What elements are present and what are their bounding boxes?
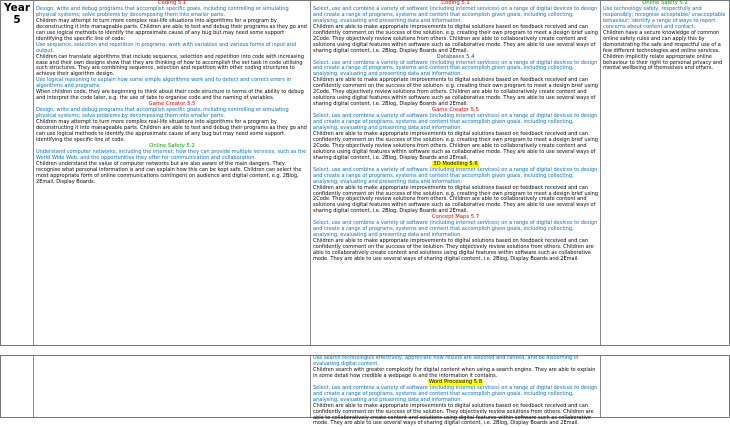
unit-heading-text: Online Safety 5.2 [642, 0, 688, 6]
column-online-safety [601, 1, 729, 345]
unit-heading-text: Game Creator 5.5 [148, 101, 196, 108]
objective-text: Design, write and debug programs that accomplish specific goals, including controlling or simulating physical systems; solve problems by decomposing them into smaller parts. [36, 107, 289, 120]
objective-text: Select, use and combine a variety of software (including internet services) on a range of digital devices to design and create a range of programs, systems and content that accomplish given goals, including collecting, analysing, evaluating and presenting data and information. [313, 220, 598, 239]
attainment-text: Children are able to make appropriate improvements to digital solutions based on feedback received and can confidently comment on the success of the solution. They objectively review solutions from others. Children are able to collaboratively create content and solutions using digital features within software such as collaborative mode. They are able to use several ways of sharing digital content, i.e. 2Blog, Display Boards and 2Email. [313, 402, 594, 427]
attainment-text: Children are able to make appropriate improvements to digital solutions based on feedback received and can confidently comment on the success of the solution. e.g. creating their own program to meet a design brief using 2Code. They objectively review solutions from others. Children are able to collaboratively create content and solutions using digital features within software such as collaborative mode. They are able to use several ways of sharing digital content, i.e. 2Blog, Display Boards and 2Email. [313, 23, 598, 54]
attainment-text: Children are able to make appropriate improvements to digital solutions based on feedback received and can confidently comment on the success of the solution. e.g. creating their own program to meet a design brief using 2Code. They objectively review solutions from others. Children are able to collaboratively create content and solutions using digital features within software such as collaborative mode. They are able to use several ways of sharing digital content, i.e. 2Blog, Display Boards and 2Email. [313, 130, 598, 161]
attainment-text: Children are able to make appropriate improvements to digital solutions based on feedback received and can confidently comment on the success of the solution. e.g. creating their own program to meet a design brief using 2Code. They objectively review solutions from others. Children are able to collaboratively create content and solutions using digital features within software such as collaborative mode. They are able to use several ways of sharing digital content, i.e. 2Blog, Display Boards and 2Email. [313, 77, 598, 108]
unit-heading-text: Game Creator 5.5 [431, 107, 479, 114]
attainment-text: Children are able to make appropriate improvements to digital solutions based on feedback received and can confidently comment on the success of the solution. They objectively review solutions from others. Children are able to collaboratively create content and solutions using digital features within software such as collaborative mode. They are able to use several ways of sharing digital content, i.e. 2Blog, Display Boards and 2Email. [313, 238, 594, 262]
objective-text: Select, use and combine a variety of software (including internet services) on a range of digital devices to design and create a range of programs, systems and content that accomplish given goals, including collecting, analysing, evaluating and presenting data and information. [313, 384, 598, 403]
column-digital-content [311, 1, 601, 345]
unit-heading-text: Coding 5.1 [157, 0, 187, 6]
attainment-text: Children can translate algorithms that include sequence, selection and repetition into code with increasing ease and their own designs show that they are thinking of how to accomplish the set task in code utilising such structures. They are combining sequence, selection and repetition with other coding structures to achieve their algorithm design. [36, 53, 304, 78]
unit-heading-text: Concept Maps 5.7 [431, 214, 480, 221]
column-programming [34, 1, 311, 345]
unit-heading-text: Online Safety 5.2 [149, 142, 195, 149]
unit-heading-text: 3D Modelling 5.6 [433, 160, 478, 167]
objective-text: Select, use and combine a variety of software (including internet services) on a range of digital devices to design and create a range of programs, systems and content that accomplish given goals, including collecting, analysing, evaluating and presenting data and information. [313, 113, 598, 132]
unit-heading-text: Coding 5.1 [441, 0, 470, 6]
objective-text: Use technology safely, respectfully and responsibly; recognise acceptable/ unacceptable behaviour; identify a range of ways to report concerns about content and contact. [603, 5, 726, 30]
objective-text: Select, use and combine a variety of software (including internet services) on a range of digital devices to design and create a range of programs, systems and content that accomplish given goals, including collecting, analysing, evaluating and presenting data and information. [313, 59, 598, 78]
attainment-text: Children understand the value of computer networks but are also aware of the main dangers. They recognise what personal information is and can explain how this can be kept safe. Children can select the most appropriate form of online communications contingent on audience and digital content, e.g. 2Blog, 2Email, Display Boards. [36, 160, 302, 185]
attainment-text: When children code, they are beginning to think about their code structure in terms of the ability to debug and interpret the code later, e.g. the use of tabs to organise code and the naming of variables. [36, 89, 304, 102]
attainment-text: Children search with greater complexity for digital content when using a search engine. They are able to explain in some detail how credible a webpage is and the information it contains. [313, 366, 596, 379]
year-label: Year 5 [3, 2, 31, 26]
objective-text: Design, write and debug programs that accomplish specific goals, including controlling or simulating physical systems; solve problems by decomposing them into smaller parts. [36, 5, 289, 18]
attainment-text: Children are able to make appropriate improvements to digital solutions based on feedback received and can confidently comment on the success of the solution. e.g. creating their own program to meet a design brief using 2Code. They objectively review solutions from others. Children are able to collaboratively create content and solutions using digital features within software such as collaborative mode. They are able to use several ways of sharing digital content, i.e. 2Blog, Display Boards and 2Email. [313, 184, 598, 215]
year-cell [1, 1, 34, 345]
unit-heading-text: Word Processing 5.8 [428, 378, 483, 385]
unit-heading-text: Databases 5.4 [436, 53, 475, 60]
attainment-text: Children may attempt to turn more complex real-life situations into algorithms for a program by deconstructing it into manageable parts. Children are able to test and debug their programs as they go and can use logical methods to identify the approximate cause of any bug but may need some support identifying the specific line of code. [36, 17, 307, 42]
column-digital-content-continued [311, 355, 601, 427]
objective-text: Select, use and combine a variety of software (including internet services) on a range of digital devices to design and create a range of programs, systems and content that accomplish given goals, including collecting, analysing, evaluating and presenting data and information. [313, 166, 598, 185]
attainment-text: Children have a secure knowledge of common online safety rules and can apply this by demonstrating the safe and respectful use of a few different technologies and online services. Children implicitly relate appropriate online behaviour to their right to personal privacy and mental wellbeing of themselves and others. [603, 29, 723, 72]
objective-text: Use logical reasoning to explain how some simple algorithms work and to detect and correct errors in algorithms and programs. [36, 77, 292, 90]
column-online-safety-empty [601, 356, 729, 417]
column-programming-empty [34, 356, 311, 417]
objective-text: Use sequence, selection and repetition in programs; work with variables and various forms of input and output. [36, 41, 297, 54]
objective-text: Select, use and combine a variety of software (including internet services) on a range of digital devices to design and create a range of programs, systems and content that accomplish given goals, including collecting, analysing, evaluating and presenting data and information. [313, 5, 598, 24]
curriculum-table-continued [0, 355, 730, 427]
year-cell-empty [1, 356, 34, 417]
attainment-text: Children may attempt to turn more complex real-life situations into algorithms for a program by deconstructing it into manageable parts. Children are able to test and debug their programs as they go and can use logical methods to identify the approximate cause of any bug but may need some support identifying the specific line of code. [36, 119, 307, 143]
objective-text: Use search technologies effectively, appreciate how results are selected and ranked, and be discerning in evaluating digital content. [313, 355, 579, 367]
objective-text: Understand computer networks, including the internet; how they can provide multiple services, such as the World Wide Web, and the opportunities they offer for communication and collaboration. [36, 148, 307, 161]
